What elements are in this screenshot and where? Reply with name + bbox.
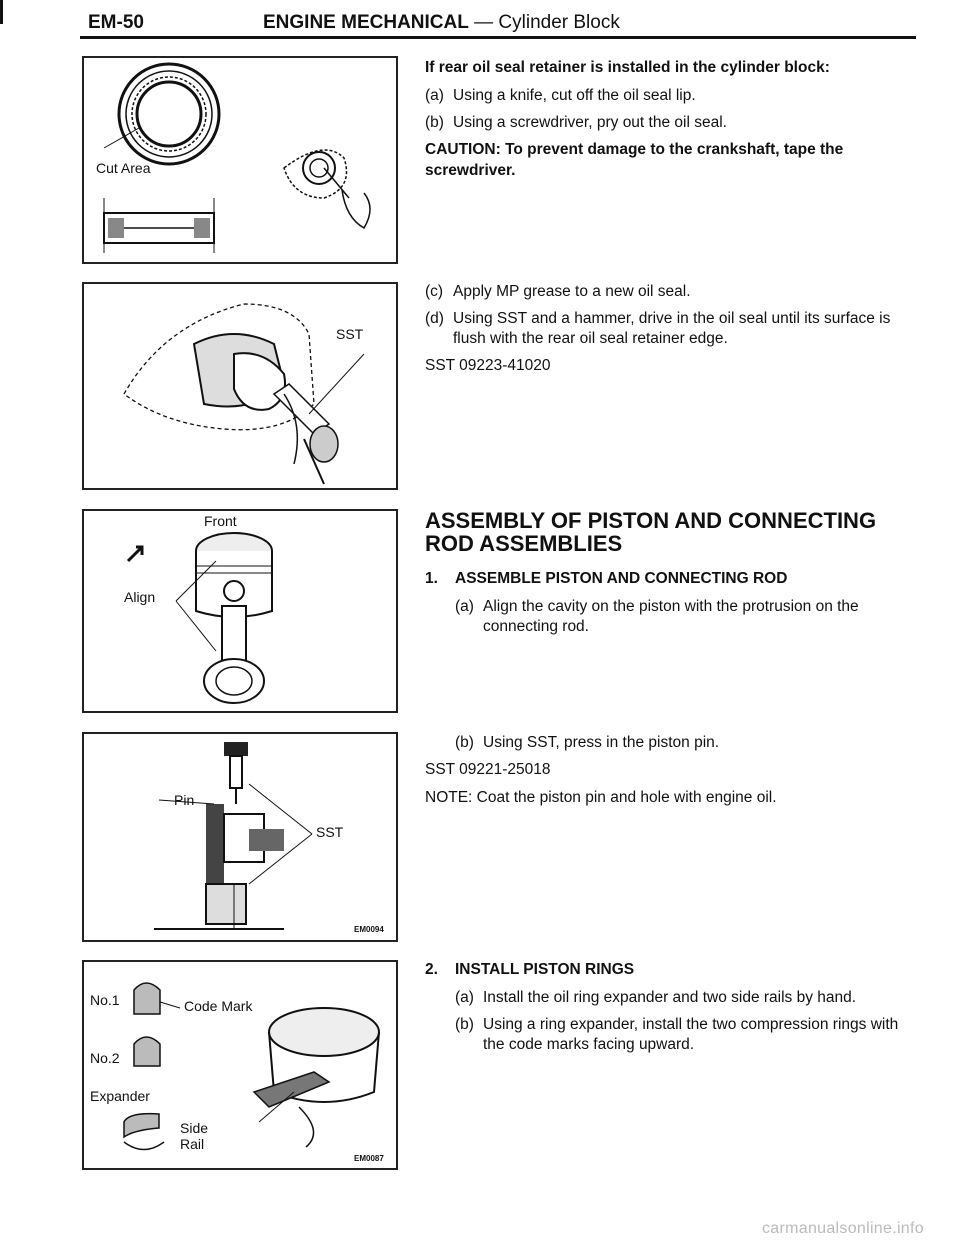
piston-assembly-section: [425, 509, 915, 645]
watermark: carmanualsonline.info: [762, 1220, 924, 1237]
page-title-rest: — Cylinder Block: [468, 12, 620, 33]
step-title: INSTALL PISTON RINGS: [455, 961, 635, 978]
no1-label: No.1: [90, 992, 120, 1008]
page-title-bold: ENGINE MECHANICAL: [263, 12, 469, 33]
step-number: 2.: [425, 961, 438, 978]
figure-piston-align: [82, 509, 398, 713]
pin-press-illustration: [84, 734, 396, 940]
step-number: 1.: [425, 570, 438, 588]
step-letter: (b): [455, 1016, 474, 1034]
pin-label: Pin: [174, 792, 195, 808]
caution-text: CAUTION: To prevent damage to the crankshaft, tape the screwdriver.: [425, 141, 844, 179]
oil-seal-install-section: [425, 282, 915, 385]
figure-piston-rings: [82, 960, 398, 1170]
sst-hammer-illustration: [84, 284, 396, 488]
step-a-align: [455, 597, 915, 637]
step-c-grease: [425, 282, 915, 302]
piston-rod-illustration: [84, 511, 396, 711]
expander-label: Expander: [90, 1088, 150, 1104]
rail-label: Rail: [180, 1136, 205, 1152]
oil-seal-removal-section: [425, 58, 915, 189]
sst-number-2: SST 09221-25018: [425, 761, 551, 779]
figure-code: EM0094: [354, 925, 384, 934]
section-heading: ASSEMBLY OF PISTON AND CONNECTING ROD ASSEMBLIES: [425, 508, 877, 557]
step-letter: (b): [455, 734, 474, 751]
step-b-pry: [425, 113, 915, 133]
step-letter: (a): [455, 598, 474, 616]
step-title: ASSEMBLE PISTON AND CONNECTING ROD: [455, 570, 788, 588]
step-text: Using SST and a hammer, drive in the oil seal until its surface is flush with the rear oil seal retainer edge.: [453, 310, 891, 348]
page-code: EM-50: [88, 12, 144, 33]
figure-oil-seal-sst: [82, 282, 398, 490]
step-letter: (a): [425, 87, 444, 105]
step-a-expander: [455, 988, 915, 1008]
note-text: NOTE: Coat the piston pin and hole with engine oil.: [425, 789, 777, 807]
page-title: [263, 12, 620, 34]
piston-pin-section: [425, 733, 915, 816]
step-text: Using a knife, cut off the oil seal lip.: [453, 87, 696, 105]
figure-oil-seal-cut: [82, 56, 398, 264]
code-mark-label: Code Mark: [184, 998, 253, 1014]
step-1: [425, 569, 915, 589]
header-rule: [80, 36, 916, 39]
sst-label-2: SST: [316, 824, 344, 840]
sst-number: SST 09223-41020: [425, 357, 551, 375]
step-text: Using a ring expander, install the two compression rings with the code marks facing upward.: [483, 1016, 899, 1054]
step-2: [425, 960, 915, 980]
page-header: [88, 12, 914, 38]
step-d-drive: [425, 309, 915, 349]
side-label: Side: [180, 1120, 209, 1136]
condition-heading: If rear oil seal retainer is installed in the cylinder block:: [425, 59, 830, 76]
sst-label: SST: [336, 326, 364, 342]
cut-area-label: Cut Area: [96, 160, 151, 176]
step-a-cut: [425, 86, 915, 106]
step-text: Align the cavity on the piston with the protrusion on the connecting rod.: [483, 598, 859, 636]
front-label: Front: [204, 513, 237, 529]
step-letter: (c): [425, 283, 444, 300]
figure-code-2: EM0087: [354, 1154, 384, 1163]
piston-rings-illustration: [84, 962, 396, 1168]
figure-piston-pin-press: [82, 732, 398, 942]
step-letter: (b): [425, 114, 444, 132]
step-text: Using a screwdriver, pry out the oil seal.: [453, 114, 727, 132]
step-text: Using SST, press in the piston pin.: [483, 734, 720, 751]
step-letter: (d): [425, 310, 444, 328]
no2-label: No.2: [90, 1050, 120, 1066]
step-b-compression: [455, 1015, 915, 1055]
step-letter: (a): [455, 989, 474, 1007]
step-text: Apply MP grease to a new oil seal.: [453, 283, 691, 300]
page-corner-mark: [0, 0, 3, 24]
align-label: Align: [124, 589, 156, 605]
step-b-press: [455, 733, 915, 753]
step-text: Install the oil ring expander and two side rails by hand.: [483, 989, 857, 1007]
piston-rings-section: [425, 960, 915, 1063]
